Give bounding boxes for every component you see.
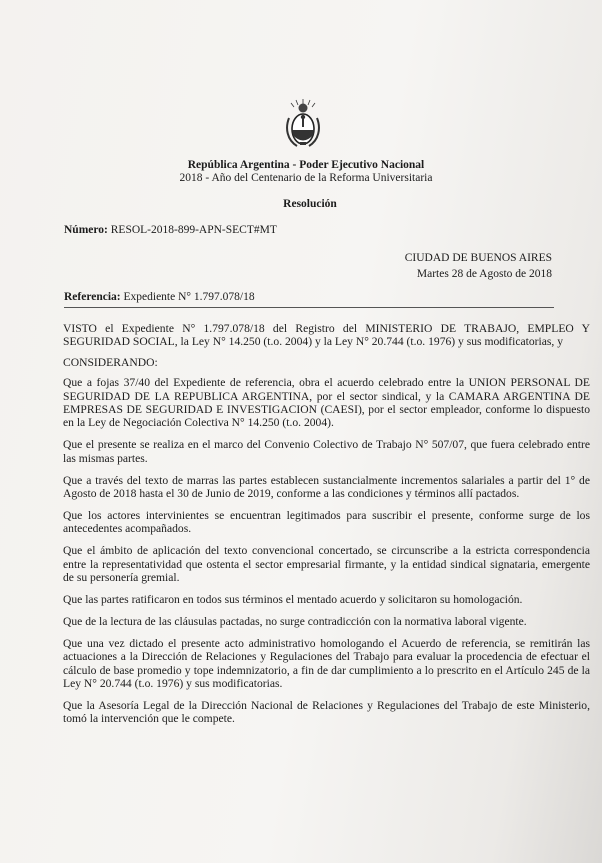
paragraph: Que la Asesoría Legal de la Dirección Nacional de Relaciones y Regulaciones del Trabajo de este Ministerio, tomó la intervención que le compete. xyxy=(63,698,590,726)
paragraph-visto: VISTO el Expediente N° 1.797.078/18 del Registro del MINISTERIO DE TRABAJO, EMPLEO Y SEGURIDAD SOCIAL, la Ley N° 14.250 (t.o. 2004) y la Ley N° 20.744 (t.o. 1976) y sus modificatorias, y xyxy=(63,322,590,349)
reference xyxy=(64,291,255,303)
place: CIUDAD DE BUENOS AIRES xyxy=(404,252,552,264)
referencia-value: Expediente N° 1.797.078/18 xyxy=(123,291,255,303)
referencia-label: Referencia: xyxy=(64,291,121,303)
paragraph: Que una vez dictado el presente acto administrativo homologando el Acuerdo de referencia, se remitirán las actuaciones a la Dirección de Relaciones y Regulaciones del Trabajo para evaluar la procedencia de efectuar el cálculo de base promedio y tope indemnizatorio, a fin de dar cumplimiento a lo prescrito en el Artículo 245 de la Ley N° 20.744 (t.o. 1976) y sus modificatorias. xyxy=(63,636,590,691)
numero-label: Número: xyxy=(64,224,108,236)
national-coat-of-arms-icon xyxy=(283,98,323,150)
header-year-motto: 2018 - Año del Centenario de la Reforma Universitaria xyxy=(179,172,433,184)
paragraph: Que a fojas 37/40 del Expediente de referencia, obra el acuerdo celebrado entre la UNION PERSONAL DE SEGURIDAD DE LA REPUBLICA ARGENTINA, por el sector sindical, y la CAMARA ARGENTINA DE EMPRESAS DE SEGURIDAD E INVESTIGACION (CAESI), por el sector empleador, conforme lo dispuesto en la Ley de Negociación Colectiva N° 14.250 (t.o. 2004). xyxy=(63,376,590,430)
resolution-number xyxy=(64,224,277,236)
paragraph: Que el presente se realiza en el marco del Convenio Colectivo de Trabajo N° 507/07, que fuera celebrado entre las mismas partes. xyxy=(63,438,590,465)
header-government-title: República Argentina - Poder Ejecutivo Nacional xyxy=(187,159,425,171)
paragraph: Que a través del texto de marras las partes establecen sustancialmente incrementos salariales a partir del 1° de Agosto de 2018 hasta el 30 de Junio de 2019, conforme a las condiciones y términos allí pactados. xyxy=(63,473,590,501)
document-title: Resolución xyxy=(283,198,337,210)
paragraph: Que las partes ratificaron en todos sus términos el mentado acuerdo y solicitaron su homologación. xyxy=(63,593,523,606)
date: Martes 28 de Agosto de 2018 xyxy=(416,268,552,280)
paragraph: Que de la lectura de las cláusulas pactadas, no surge contradicción con la normativa laboral vigente. xyxy=(63,614,527,628)
reference-divider xyxy=(64,307,554,308)
paragraph: Que el ámbito de aplicación del texto convencional concertado, se circunscribe a la estricta correspondencia entre la representatividad que ostenta el sector empresarial firmante, y la entidad sindical signataria, emergente de su personería gremial. xyxy=(63,544,590,585)
document-body xyxy=(63,322,590,734)
place-and-date xyxy=(405,250,552,282)
paragraph: Que los actores intervinientes se encuentran legitimados para suscribir el presente, conforme surge de los antecedentes acompañados. xyxy=(63,508,590,536)
numero-value: RESOL-2018-899-APN-SECT#MT xyxy=(110,224,277,236)
paragraph-considerando-heading: CONSIDERANDO: xyxy=(63,355,158,369)
